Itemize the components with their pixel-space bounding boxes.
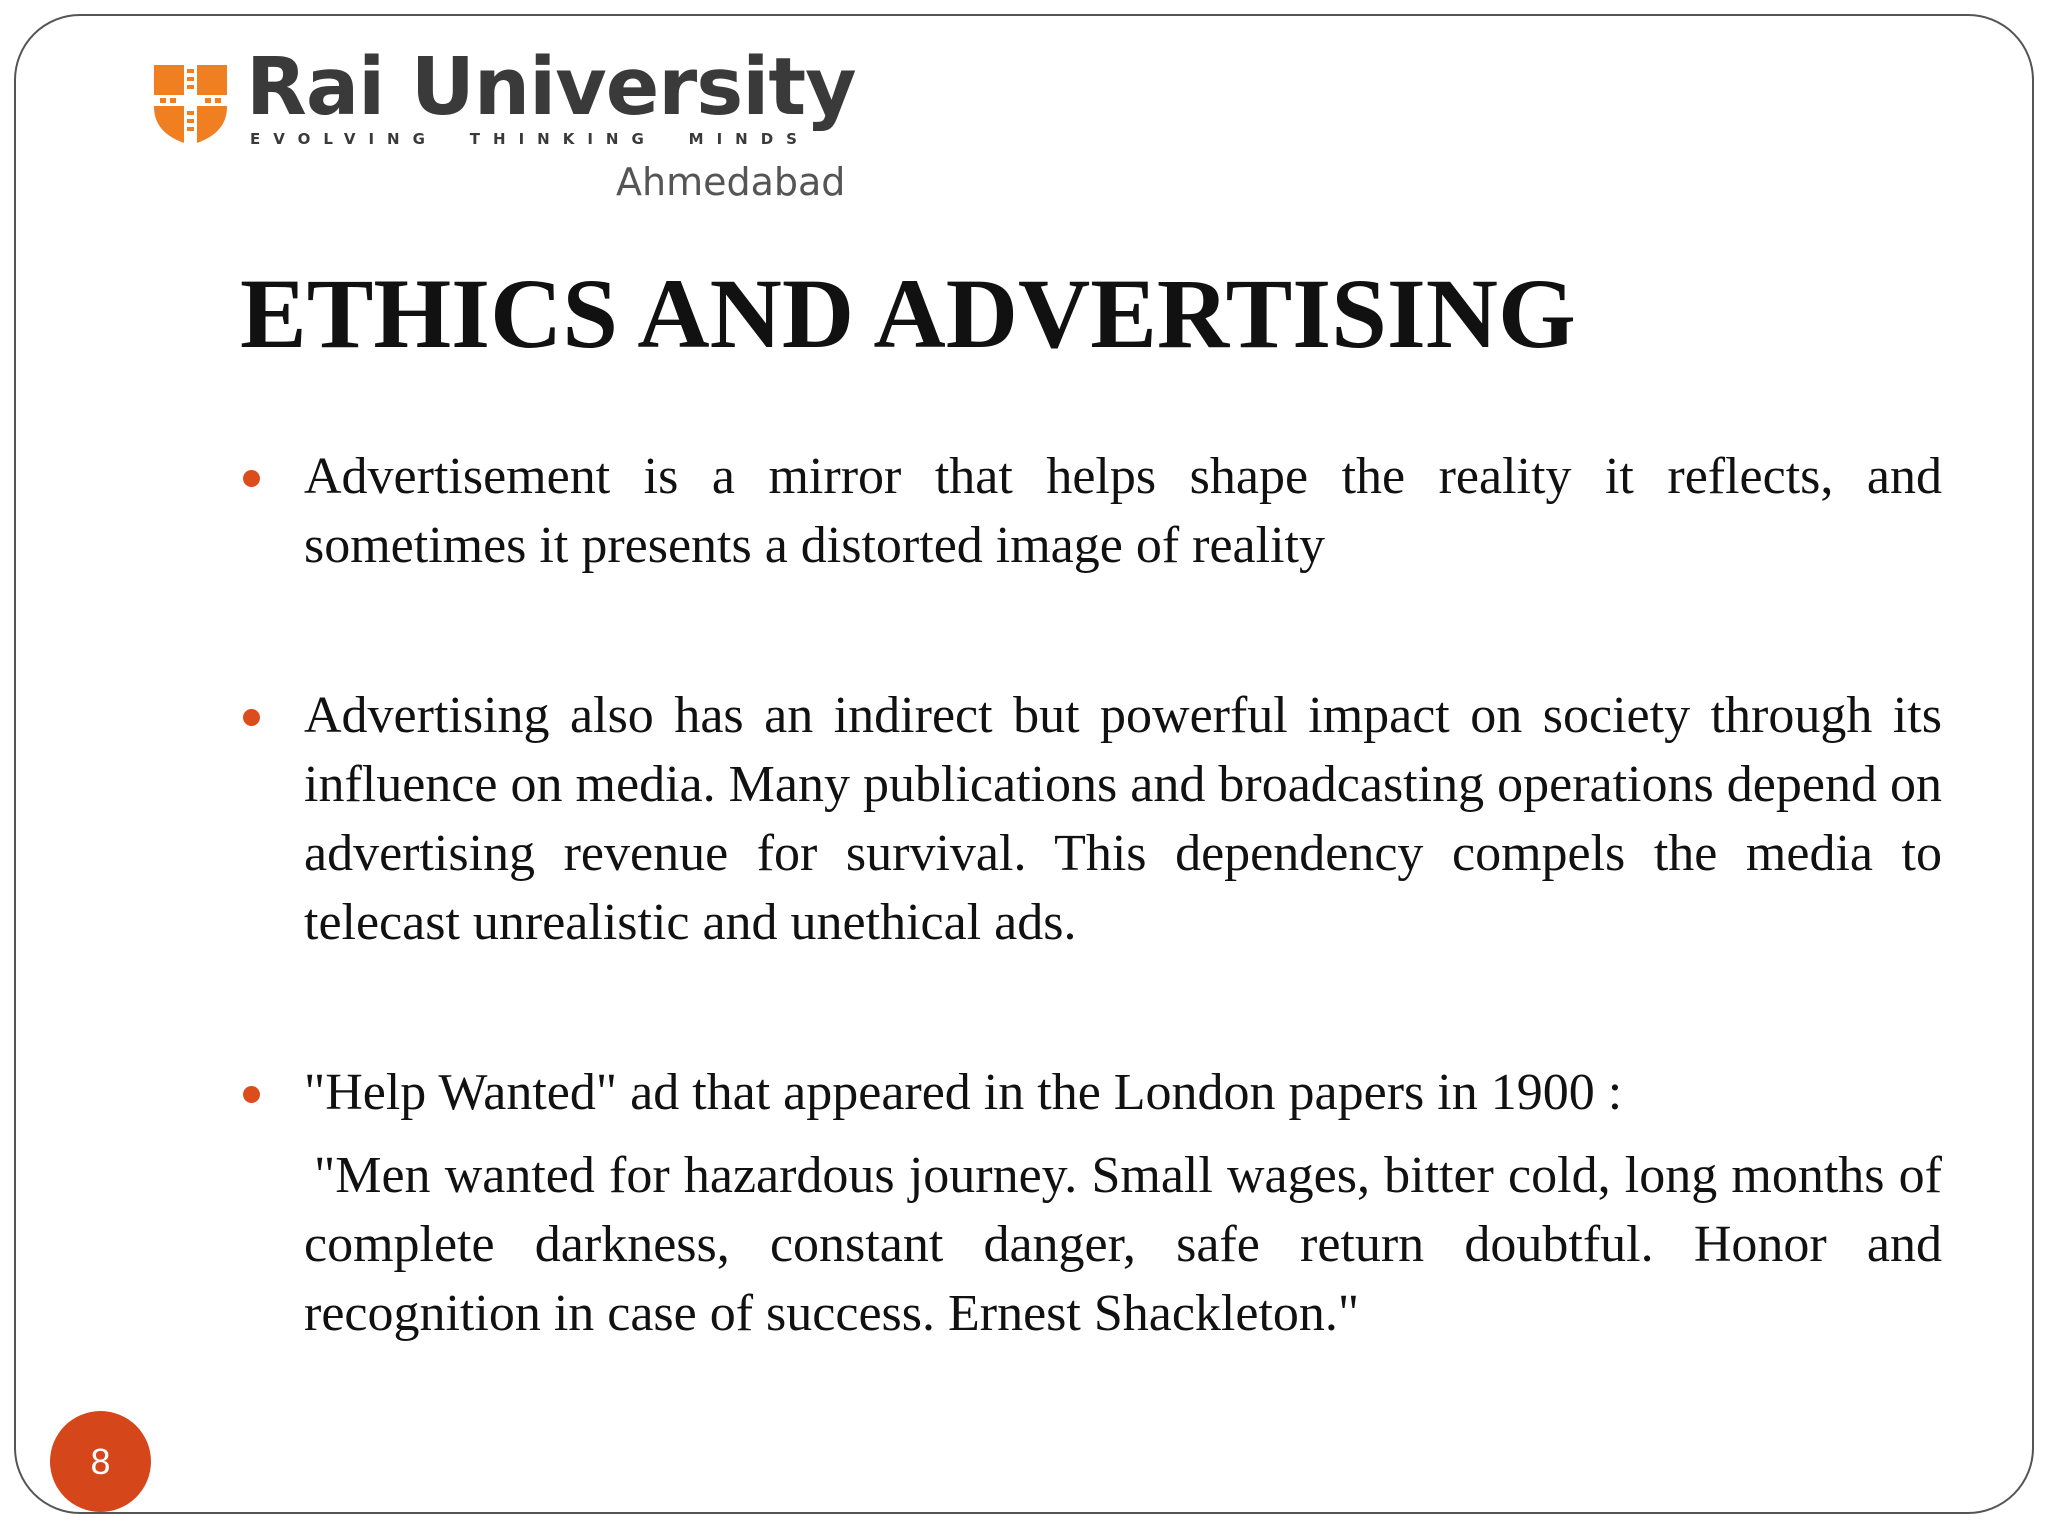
shackleton-quote: "Men wanted for hazardous journey. Small wages, bitter cold, long months of complete darkness, constant danger, safe return doubtful. Honor and recognition in case of success. Ernest Shackleton." bbox=[304, 1147, 1942, 1342]
slide bbox=[14, 14, 2034, 1514]
slide-content bbox=[304, 442, 1942, 1348]
university-tagline bbox=[250, 130, 810, 148]
university-city: Ahmedabad bbox=[616, 160, 846, 204]
university-logo bbox=[154, 41, 856, 205]
tagline-word: EVOLVING bbox=[250, 130, 438, 148]
page-number-badge: 8 bbox=[50, 1411, 151, 1512]
bullet-dot-icon bbox=[243, 1086, 260, 1103]
bullet-text: "Help Wanted" ad that appeared in the London papers in 1900 : bbox=[304, 1064, 1623, 1121]
bullet-point bbox=[304, 681, 1942, 957]
tagline-word: MINDS bbox=[688, 130, 810, 148]
tagline-word: THINKING bbox=[469, 130, 657, 148]
university-crest-icon bbox=[154, 65, 227, 145]
bullet-text: Advertising also has an indirect but powerful impact on society through its influence on media. Many publications and broadcasting operations depend on advertising revenue for survival. This dependency compels the media to telecast unrealistic and unethical ads. bbox=[304, 687, 1942, 951]
slide-title: ETHICS AND ADVERTISING bbox=[240, 258, 1576, 369]
bullet-point bbox=[304, 1058, 1942, 1127]
bullet-point bbox=[304, 442, 1942, 580]
bullet-dot-icon bbox=[243, 709, 260, 726]
university-name: Rai University bbox=[246, 41, 856, 133]
bullet-dot-icon bbox=[243, 470, 260, 487]
bullet-text: Advertisement is a mirror that helps shape the reality it reflects, and sometimes it presents a distorted image of reality bbox=[304, 448, 1942, 574]
